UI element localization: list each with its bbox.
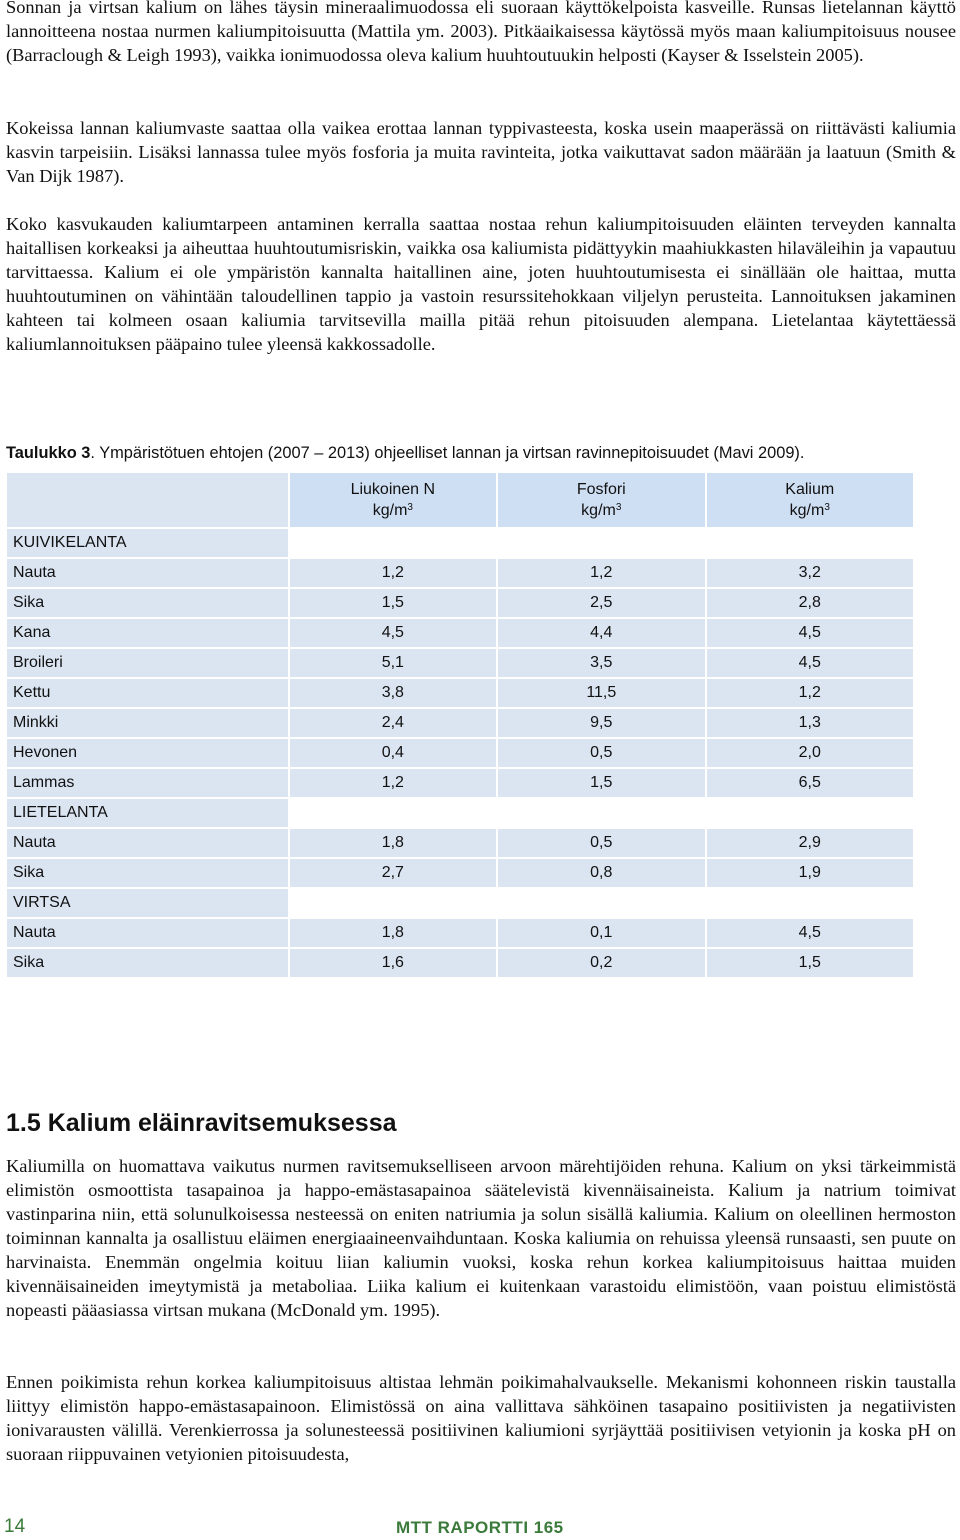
table-cell-label: Kettu [7,679,288,707]
table-row [7,709,913,737]
table-section-title: VIRTSA [7,889,288,917]
body-paragraph: Sonnan ja virtsan kalium on lähes täysin mineraalimuodossa eli suoraan käyttökelpoista kasveille. Runsas lietelannan käyttö lannoitteena nostaa nurmen kaliumpitoisuutta (Mattila ym. 2003). Pitkäaikaisessa käytössä myös maan kaliumpitoisuus nousee (Barraclough & Leigh 1993), vaikka ionimuodossa oleva kalium huuhtoutuukin helposti (Kayser & Isselstein 2005). [6,0,956,65]
body-paragraph: Kaliumilla on huomattava vaikutus nurmen ravitsemukselliseen arvoon märehtijöiden rehuna. Kalium on yksi tärkeimmistä elimistön osmoottista tasapainoa ja happo-emästasapainoa säätelevistä kivennäisaineista. Kalium ja natrium toimivat vastinparina niin, että solunulkoisessa nesteessä on eniten natriumia ja solun sisällä kaliumia. Kalium on oleellinen hermoston toiminnan kannalta ja osallistuu eläimen energiaaineenvaihduntaan. Koska kaliumia on rehuissa yleensä runsaasti, sen puute on harvinaista. Enemmän ongelmia koituu liian kaliumin vuoksi, koska rehun korkea kaliumpitoisuus haittaa muiden kivennäisaineiden imeytymistä ja metaboliaa. Liika kalium ei kuitenkaan varastoidu elimistöön, vaan poistuu elimistöstä nopeasti pääasiassa virtsan mukana (McDonald ym. 1995). [6,1156,956,1320]
table-cell-phosphorus: 4,4 [498,619,704,647]
table-row [7,589,913,617]
table-section-row [7,889,913,917]
table-section-empty [707,889,913,917]
table-row [7,949,913,977]
table-cell-phosphorus: 0,2 [498,949,704,977]
table-header-row [7,473,913,527]
table-header-empty [7,473,288,527]
table-cell-nitrogen: 5,1 [290,649,496,677]
table-cell-nitrogen: 2,4 [290,709,496,737]
table-section-empty [290,889,496,917]
table-cell-potassium: 3,2 [707,559,913,587]
table-cell-nitrogen: 4,5 [290,619,496,647]
table-cell-potassium: 1,3 [707,709,913,737]
table-cell-potassium: 1,9 [707,859,913,887]
table-caption [6,442,956,464]
table-section-empty [707,799,913,827]
table-row [7,559,913,587]
table-cell-label: Sika [7,589,288,617]
table-cell-phosphorus: 11,5 [498,679,704,707]
table-cell-nitrogen: 1,2 [290,769,496,797]
table-row [7,829,913,857]
table-cell-potassium: 6,5 [707,769,913,797]
table-cell-phosphorus: 0,5 [498,739,704,767]
section-heading: 1.5 Kalium eläinravitsemuksessa [6,1109,397,1137]
table-cell-nitrogen: 1,8 [290,829,496,857]
table-cell-label: Kana [7,619,288,647]
table-section-empty [498,799,704,827]
table-cell-potassium: 4,5 [707,619,913,647]
table-cell-phosphorus: 3,5 [498,649,704,677]
body-paragraph: Kokeissa lannan kaliumvaste saattaa olla vaikea erottaa lannan typpivasteesta, koska usein maaperässä on riittävästi kaliumia kasvin tarpeisiin. Lisäksi lannassa tulee myös fosforia ja muita ravinteita, jotka vaikuttavat sadon määrään ja laatuun (Smith & Van Dijk 1987). [6,118,956,186]
publication-title: MTT RAPORTTI 165 [396,1518,564,1537]
table-cell-potassium: 1,5 [707,949,913,977]
body-paragraph: Koko kasvukauden kaliumtarpeen antaminen kerralla saattaa nostaa rehun kaliumpitoisuuden eläinten terveyden kannalta haitallisen korkeaksi ja aiheuttaa huuhtoutumisriskin, vaikka osa kaliumista pidättyykin maahiukkasten hilaväleihin ja vapautuu tarvittaessa. Kalium ei ole ympäristön kannalta haitallinen aine, joten huuhtoutumisesta ei sinällään ole haittaa, mutta huuhtoutuminen on vähintään taloudellinen tappio ja vastoin resurssitehokkaan viljelyn perusteita. Lannoituksen jakaminen kahteen tai kolmeen osaan kaliumia tarvitsevilla mailla pitää rehun pitoisuuden alempana. Lietelantaa käytettäessä kaliumlannoituksen pääpaino tulee yleensä kakkossadolle. [6,214,956,354]
table-section-row [7,799,913,827]
table-cell-phosphorus: 2,5 [498,589,704,617]
page-number: 14 [4,1516,26,1537]
table-row [7,769,913,797]
table-header-kalium: Kalium $kg/m^3$ [707,473,913,527]
nutrient-table [5,471,915,979]
table-row [7,619,913,647]
table-cell-potassium: 2,8 [707,589,913,617]
table-cell-phosphorus: 0,5 [498,829,704,857]
table-header-liukoinen-n: Liukoinen N $kg/m^3$ [290,473,496,527]
table-cell-phosphorus: 0,8 [498,859,704,887]
table-cell-phosphorus: 9,5 [498,709,704,737]
table-row [7,649,913,677]
table-row [7,859,913,887]
table-caption-text: . Ympäristötuen ehtojen (2007 – 2013) ohjeelliset lannan ja virtsan ravinnepitoisuudet (Mavi 2009). [90,444,805,462]
table-cell-potassium: 2,9 [707,829,913,857]
table-row [7,679,913,707]
table-cell-nitrogen: 0,4 [290,739,496,767]
table-cell-label: Nauta [7,919,288,947]
table-section-empty [290,529,496,557]
table-cell-label: Nauta [7,559,288,587]
table-section-empty [498,529,704,557]
table-caption-label: Taulukko 3 [6,444,91,462]
table-cell-label: Minkki [7,709,288,737]
body-paragraph: Ennen poikimista rehun korkea kaliumpitoisuus altistaa lehmän poikimahalvaukselle. Mekanismi kohonneen riskin taustalla liittyy elimistön happo-emästasapainoon. Elimistössä on aina vallittava sähköinen tasapaino positiivisten ja negatiivisten ionivarausten välillä. Verenkierrossa ja solunesteessä positiivinen kaliumioni syrjäyttää positiivisen vetyionin ja koska pH on suoraan riippuvainen vetyionien pitoisuudesta, [6,1372,956,1464]
table-section-empty [498,889,704,917]
table-cell-label: Lammas [7,769,288,797]
table-cell-label: Sika [7,859,288,887]
table-row [7,919,913,947]
table-cell-label: Hevonen [7,739,288,767]
table-cell-potassium: 1,2 [707,679,913,707]
table-cell-label: Nauta [7,829,288,857]
table-cell-potassium: 4,5 [707,649,913,677]
table-cell-nitrogen: 1,6 [290,949,496,977]
table-cell-nitrogen: 2,7 [290,859,496,887]
table-row [7,739,913,767]
table-cell-label: Sika [7,949,288,977]
table-section-row [7,529,913,557]
table-cell-nitrogen: 1,5 [290,589,496,617]
table-header-fosfori: Fosfori $kg/m^3$ [498,473,704,527]
table-cell-phosphorus: 1,2 [498,559,704,587]
table-section-title: KUIVIKELANTA [7,529,288,557]
table-cell-phosphorus: 0,1 [498,919,704,947]
table-cell-potassium: 2,0 [707,739,913,767]
table-cell-nitrogen: 1,8 [290,919,496,947]
table-section-empty [290,799,496,827]
table-cell-nitrogen: 3,8 [290,679,496,707]
table-section-empty [707,529,913,557]
table-section-title: LIETELANTA [7,799,288,827]
table-cell-potassium: 4,5 [707,919,913,947]
table-cell-nitrogen: 1,2 [290,559,496,587]
table-cell-label: Broileri [7,649,288,677]
table-cell-phosphorus: 1,5 [498,769,704,797]
